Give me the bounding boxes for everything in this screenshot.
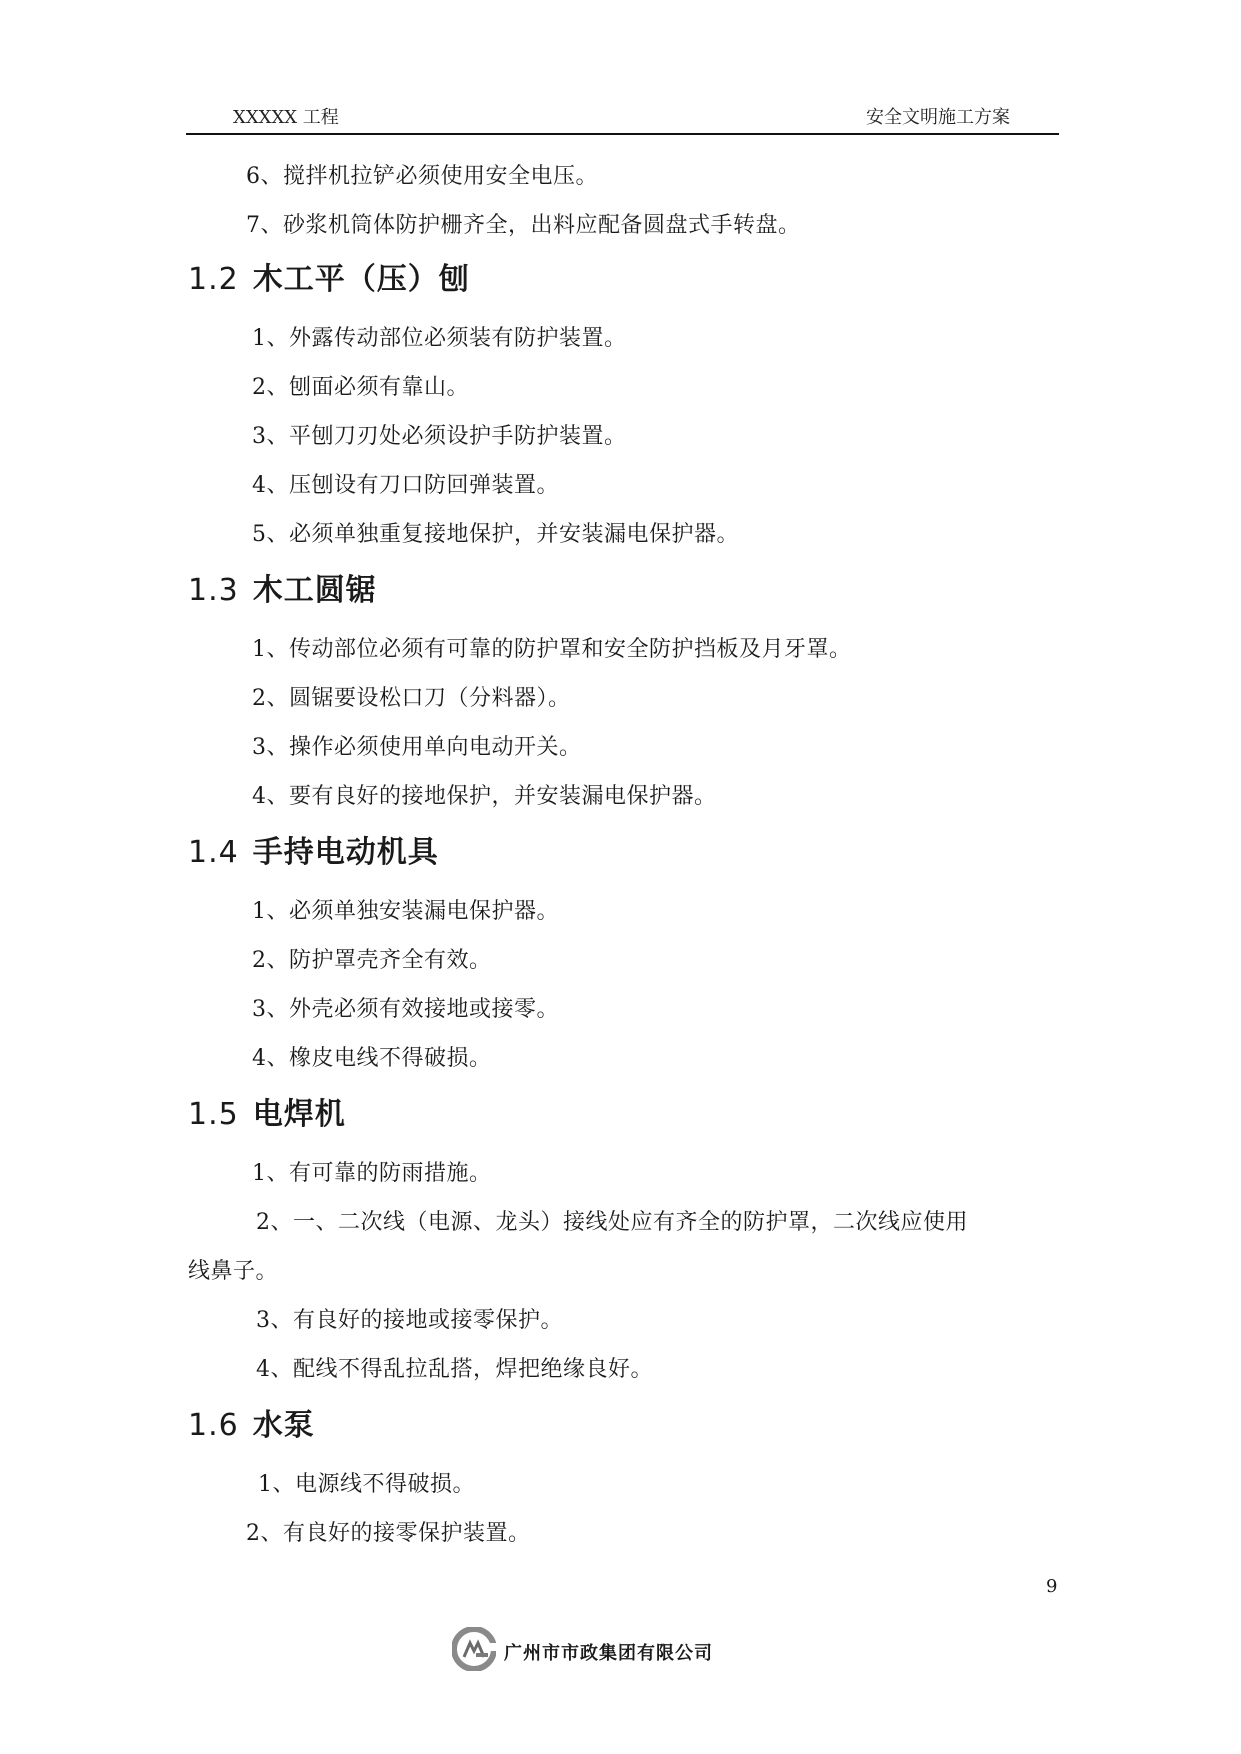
section-number: 1.4 [188, 835, 239, 870]
section-title: 手持电动机具 [252, 835, 439, 870]
list-item: 1、外露传动部位必须装有防护装置。 [252, 326, 627, 351]
header-rule [186, 133, 1059, 135]
section-title: 电焊机 [252, 1097, 346, 1132]
list-item: 3、操作必须使用单向电动开关。 [252, 735, 582, 760]
list-item: 4、压刨设有刀口防回弹装置。 [252, 473, 559, 498]
section-heading-1-4 [188, 835, 439, 871]
section-heading-1-5 [188, 1097, 346, 1133]
list-item: 2、刨面必须有靠山。 [252, 375, 469, 400]
list-item: 2、圆锯要设松口刀（分料器）。 [252, 686, 571, 711]
list-item: 2、有良好的接零保护装置。 [246, 1521, 531, 1546]
list-item-continuation: 线鼻子。 [188, 1259, 279, 1284]
header-project-name: XXXXX 工程 [233, 107, 339, 128]
list-item: 3、外壳必须有效接地或接零。 [252, 997, 559, 1022]
list-item: 1、有可靠的防雨措施。 [252, 1161, 492, 1186]
section-number: 1.2 [188, 262, 239, 297]
section-title: 水泵 [252, 1408, 315, 1443]
header-document-title: 安全文明施工方案 [866, 107, 1010, 128]
section-heading-1-2 [188, 262, 470, 298]
list-item: 4、橡皮电线不得破损。 [252, 1046, 492, 1071]
section-title: 木工圆锯 [252, 573, 377, 608]
company-name: 广州市市政集团有限公司 [504, 1643, 713, 1664]
list-item: 3、平刨刀刃处必须设护手防护装置。 [252, 424, 627, 449]
list-item: 1、必须单独安装漏电保护器。 [252, 899, 559, 924]
section-number: 1.5 [188, 1097, 239, 1132]
list-item: 2、一、二次线（电源、龙头）接线处应有齐全的防护罩，二次线应使用 [256, 1210, 968, 1235]
list-item: 6、搅拌机拉铲必须使用安全电压。 [246, 164, 598, 189]
section-number: 1.6 [188, 1408, 239, 1443]
list-item: 1、传动部位必须有可靠的防护罩和安全防护挡板及月牙罩。 [252, 637, 852, 662]
section-heading-1-3 [188, 573, 377, 609]
section-heading-1-6 [188, 1408, 315, 1444]
section-title: 木工平（压）刨 [252, 262, 470, 297]
section-number: 1.3 [188, 573, 239, 608]
list-item: 2、防护罩壳齐全有效。 [252, 948, 492, 973]
list-item: 5、必须单独重复接地保护，并安装漏电保护器。 [252, 522, 739, 547]
list-item: 4、配线不得乱拉乱搭，焊把绝缘良好。 [256, 1357, 653, 1382]
company-logo-icon [452, 1627, 496, 1671]
list-item: 3、有良好的接地或接零保护。 [256, 1308, 563, 1333]
list-item: 7、砂浆机筒体防护栅齐全，出料应配备圆盘式手转盘。 [246, 213, 801, 238]
list-item: 1、电源线不得破损。 [258, 1472, 475, 1497]
page-number: 9 [1046, 1576, 1058, 1597]
list-item: 4、要有良好的接地保护，并安装漏电保护器。 [252, 784, 717, 809]
